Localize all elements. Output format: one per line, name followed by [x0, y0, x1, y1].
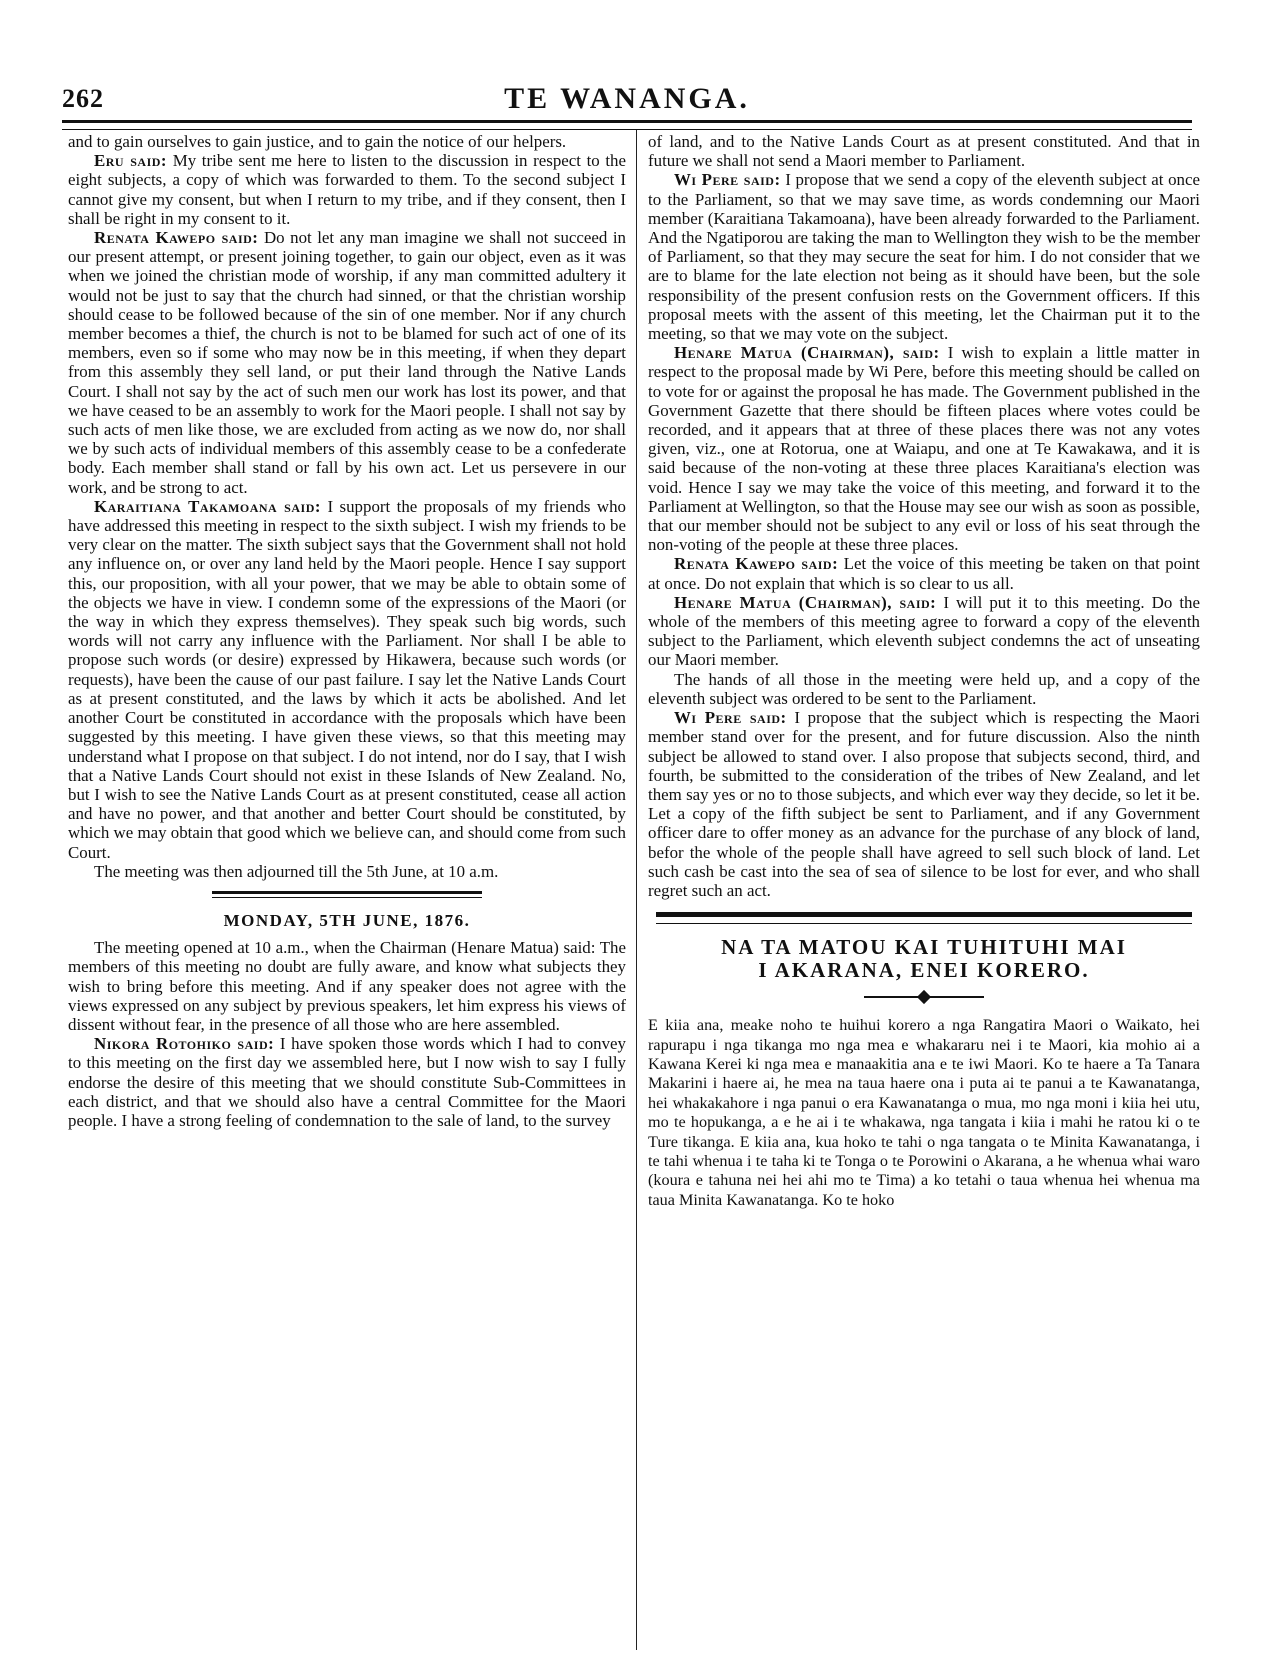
section-title [648, 936, 1200, 982]
section-divider-ornament [212, 891, 482, 901]
paragraph [648, 708, 1200, 900]
paragraph [648, 593, 1200, 670]
paragraph [68, 132, 626, 151]
header-rule [62, 120, 1192, 130]
paragraph-text: My tribe sent me here to listen to the discussion in respect to the eight subjects, a copy of which was forwarded to them. To the second subject I cannot give my consent, but when I return to my tribe, and if they consent, then I shall be right in my consent to it. [68, 151, 627, 228]
paragraph [68, 938, 626, 1034]
paragraph [68, 1034, 626, 1130]
paragraph [648, 170, 1200, 343]
section-title-line: NA TA MATOU KAI TUHITUHI MAI [721, 935, 1127, 960]
maori-article [648, 1016, 1200, 1210]
paragraph [648, 343, 1200, 554]
paragraph [648, 132, 1200, 170]
page-header [62, 80, 1192, 120]
paragraph [648, 1016, 1200, 1210]
speaker-name: Eru said: [94, 151, 168, 171]
left-column [68, 132, 626, 1662]
section-rule-thin [656, 923, 1192, 924]
paragraph-text: I wish to explain a little matter in respect to the proposal made by Wi Pere, before this meeting should be called on to vote for or against the proposal he has made. The Government published in the Government Gazette that there should be fifteen places where votes could be recorded, and it appears that at three of these places there was not any votes given, viz., one at Rotorua, one at Waiapu, and one at Te Kawakawa, and it is said because of the non-voting at these three places Karaitiana's election was void. Hence I say we may take the voice of this meeting, and forward it to the Parliament at Wellington, so that the House may see our wish as soon as possible, that our member should not be subject to any evil or loss of his seat through the non-voting of the people at these three places. [648, 343, 1200, 555]
paragraph-text: I support the proposals of my friends who have addressed this meeting in respect to the sixth subject. I wish my friends to be very clear on the matter. The sixth subject says that the Government shall not hold any influence on, or over any land held by the Maori people. Hence I say support this, our proposition, with all your power, that we may be able to obtain some of the objects we have in view. I condemn some of the expressions of the Maori (or the way in which they express themselves). They speak such big words, such words will not carry any influence with the Parliament. Nor shall I be able to propose such words (or desire) expressed by Hikawera, because such words (or requests), have been the cause of our past failure. I say let the Native Lands Court as at present constituted, and the laws by which it acts be abolished. And let another Court be constituted in accordance with the proposals which have been suggested by this meeting. I have given these views, so that this meeting may understand what I propose on that subject. I do not intend, nor do I say, that I wish that a Native Lands Court should not exist in these Islands of New Zealand. No, but I wish to see the Native Lands Court as at present constituted, cease all action and have no power, and that another and better Court should be constituted, by which we may obtain that good which we believe can, and should come from such Court. [68, 496, 626, 862]
paragraph [648, 670, 1200, 708]
paragraph-text: I have spoken those words which I had to convey to this meeting on the first day we assembled here, but I now wish to say I fully endorse the desire of this meeting that we should constitute Sub-Committees in each district, and that we should also have a central Committee for the Maori people. I have a strong feeling of condemnation to the sale of land, to the survey [68, 1034, 626, 1130]
paragraph [68, 228, 626, 497]
speaker-name: Renata Kawepo said: [94, 228, 259, 248]
paragraph [68, 151, 626, 228]
paragraph-text: E kiia ana, meake noho te huihui korero a nga Rangatira Maori o Waikato, hei rapurapu i nga tikanga mo nga mea e whakararu nei i te Maori, kia mohio ai a Kawana Kerei ki nga mea e manaakitia ana e te iwi Maori. Ko te haere a Ta Tanara Makarini i haere ai, he mea na taua haere ona i puta ai te panui a te Kawanatanga, hei whakakahore i nga panui o era Kawanatanga o mua, mo nga moni i kiia hei utu, mo te hopukanga, a e he ai i te whakawa, nga tangata i kiia i mahi he ratou ki o te Ture tikanga. E kiia ana, kua hoko te tahi o nga tangata o te Minita Kawanatanga, i te tahi whenua i te taha ki te Tonga o te Porowini o Akarana, a he whenua whai waro (koura e tahuna nei hei ahi mo te Tima) a ko tetahi o taua whenua hei whenua ma taua Minita Kawanatanga. Ko te hoko [648, 1016, 1200, 1209]
date-heading: MONDAY, 5TH JUNE, 1876. [223, 910, 471, 930]
right-column [648, 132, 1200, 1662]
diamond-ornament-icon [864, 992, 984, 1002]
speaker-name: Henare Matua (Chairman), said: [674, 343, 940, 363]
section-rule-thick [656, 912, 1192, 917]
speaker-name: Renata Kawepo said: [674, 554, 839, 574]
paragraph [68, 862, 626, 881]
speaker-name: Karaitiana Takamoana said: [94, 496, 321, 516]
column-divider [636, 130, 637, 1650]
paragraph-text: I propose that the subject which is respecting the Maori member stand over for the present, and for future discussion. Also the ninth subject be allowed to stand over. I also propose that subjects second, third, and fourth, be submitted to the consideration of the tribes of New Zealand, and let them say yes or no to those subjects, and which ever way they decide, so let it be. Let a copy of the fifth subject be sent to Parliament, and if any Government officer dare to offer money as an advance for the purchase of any block of land, befor the whole of the people shall have agreed to sell such block of land. Let such cash be cast into the sea of sea of silence to be lost for ever, and who shall regret such an act. [648, 708, 1200, 900]
speaker-name: Wi Pere said: [674, 708, 787, 728]
masthead-title: TE WANANGA. [504, 82, 750, 115]
page-number: 262 [62, 84, 104, 113]
paragraph-text: The meeting opened at 10 a.m., when the Chairman (Henare Matua) said: The members of this meeting no doubt are fully aware, and know what subjects they wish to bring before this meeting. And if any speaker does not agree with the views expressed on any subject by previous speakers, let him express his views of dissent without fear, in the presence of all those who are here assembled. [68, 938, 626, 1034]
speaker-name: Henare Matua (Chairman), said: [674, 592, 937, 612]
section-title-line: I AKARANA, ENEI KORERO. [758, 958, 1090, 983]
paragraph-text: I propose that we send a copy of the eleventh subject at once to the Parliament, so that we may save time, as words condemning our Maori member (Karaitiana Takamoana), have been already forwarded to the Parliament. And the Ngatiporou are taking the man to Wellington they wish to be the member of Parliament, so that they may secure the seat for him. I do not consider that we are to blame for the late election not being as it should have been, but the sole responsibility of the present confusion rests on the Government officers. If this proposal meets with the assent of this meeting, let the Chairman put it to the meeting, so that we may vote on the subject. [648, 170, 1200, 344]
paragraph [648, 554, 1200, 592]
paragraph-text: The meeting was then adjourned till the 5th June, at 10 a.m. [94, 861, 499, 881]
paragraph-text: and to gain ourselves to gain justice, and to gain the notice of our helpers. [68, 132, 567, 151]
paragraph-text: I will put it to this meeting. Do the whole of the members of this meeting agree to forward a copy of the eleventh subject to the Parliament, which eleventh subject condemns the act of unseating our Maori member. [648, 592, 1200, 670]
speaker-name: Nikora Rotohiko said: [94, 1034, 275, 1054]
paragraph-text: of land, and to the Native Lands Court as at present constituted. And that in future we shall not send a Maori member to Parliament. [648, 132, 1200, 171]
paragraph [68, 497, 626, 862]
paragraph-text: The hands of all those in the meeting were held up, and a copy of the eleventh subject was ordered to be sent to the Parliament. [648, 669, 1200, 708]
paragraph-text: Let the voice of this meeting be taken on that point at once. Do not explain that which is so clear to us all. [648, 554, 1201, 593]
speaker-name: Wi Pere said: [674, 170, 781, 190]
paragraph-text: Do not let any man imagine we shall not succeed in our present attempt, or present joining together, to gain our object, even as it was when we joined the christian mode of worship, if any man committed adultery it would not be just to say that the church had sinned, or that the christian worship should cease to be followed because of the sin of one member. Nor if any church member becomes a thief, the church is not to be blamed for such act of one of its members, even so if some who may now be in this meeting, if when they depart from this assembly they sell land, or put their land through the Native Lands Court. I shall not say by the act of such men our work has lost its power, and that we have ceased to be an assembly to work for the Maori people. I shall not say by such acts of men like those, we are excluded from acting as we now do, nor shall we by such acts of individual members of this assembly cease to be a confederate body. Each member shall stand or fall by his own act. Let us persevere in our work, and be strong to act. [68, 228, 626, 497]
